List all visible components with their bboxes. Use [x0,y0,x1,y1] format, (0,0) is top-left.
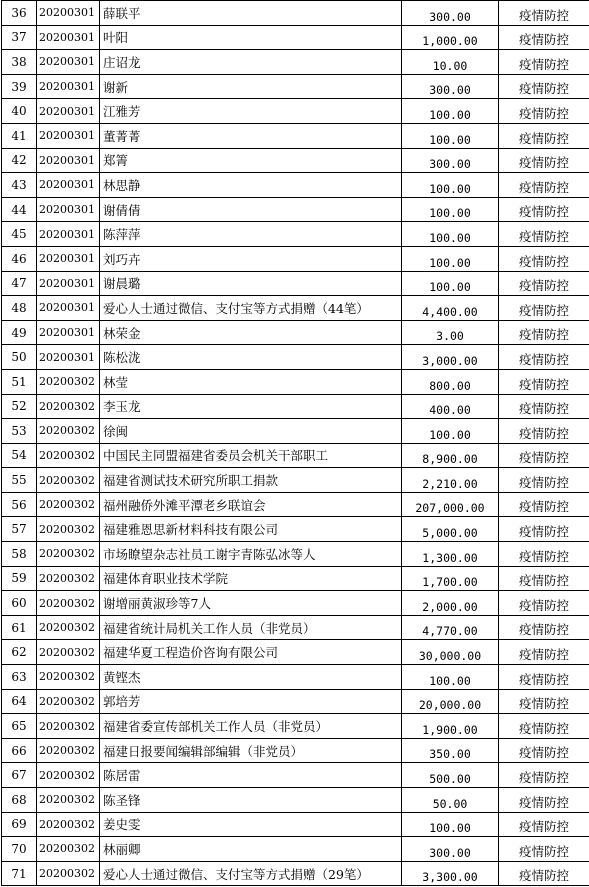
amount-cell: 10.00 [402,50,499,75]
table-row [2,492,589,517]
table-row [2,591,589,616]
purpose-cell: 疫情防控 [499,714,589,739]
donor-cell: 陈萍萍 [100,222,402,247]
row-number-cell: 67 [2,763,37,788]
donor-cell: 叶阳 [100,25,402,50]
donor-cell: 爱心人士通过微信、支付宝等方式捐赠（29笔） [100,861,402,886]
date-cell: 20200302 [37,443,100,468]
table-row [2,1,589,26]
date-cell: 20200302 [37,492,100,517]
donation-table [1,0,589,886]
amount-cell: 800.00 [402,369,499,394]
purpose-cell: 疫情防控 [499,566,589,591]
amount-cell: 1,700.00 [402,566,499,591]
row-number-cell: 38 [2,50,37,75]
date-cell: 20200301 [37,320,100,345]
purpose-cell: 疫情防控 [499,812,589,837]
table-row [2,296,589,321]
amount-cell: 50.00 [402,788,499,813]
date-cell: 20200301 [37,148,100,173]
date-cell: 20200301 [37,74,100,99]
donor-cell: 黄铿杰 [100,665,402,690]
table-row [2,517,589,542]
table-row [2,148,589,173]
donor-cell: 江雅芳 [100,99,402,124]
donor-cell: 郑箐 [100,148,402,173]
amount-cell: 4,770.00 [402,615,499,640]
table-row [2,443,589,468]
purpose-cell: 疫情防控 [499,369,589,394]
row-number-cell: 44 [2,197,37,222]
donor-cell: 姜史雯 [100,812,402,837]
donor-cell: 谢晨璐 [100,271,402,296]
purpose-cell: 疫情防控 [499,517,589,542]
amount-cell: 207,000.00 [402,492,499,517]
amount-cell: 100.00 [402,665,499,690]
date-cell: 20200302 [37,542,100,567]
donor-cell: 市场瞭望杂志社员工谢宇青陈弘冰等人 [100,542,402,567]
amount-cell: 100.00 [402,123,499,148]
table-row [2,99,589,124]
row-number-cell: 70 [2,837,37,862]
donor-cell: 董菁菁 [100,123,402,148]
date-cell: 20200302 [37,788,100,813]
donor-cell: 谢倩倩 [100,197,402,222]
date-cell: 20200302 [37,738,100,763]
date-cell: 20200301 [37,271,100,296]
donor-cell: 郭培芳 [100,689,402,714]
amount-cell: 1,000.00 [402,25,499,50]
purpose-cell: 疫情防控 [499,443,589,468]
row-number-cell: 45 [2,222,37,247]
table-row [2,788,589,813]
purpose-cell: 疫情防控 [499,419,589,444]
table-row [2,665,589,690]
table-row [2,271,589,296]
donor-cell: 谢新 [100,74,402,99]
purpose-cell: 疫情防控 [499,640,589,665]
row-number-cell: 55 [2,468,37,493]
table-row [2,542,589,567]
table-row [2,468,589,493]
table-row [2,419,589,444]
row-number-cell: 43 [2,173,37,198]
amount-cell: 4,400.00 [402,296,499,321]
date-cell: 20200302 [37,615,100,640]
donor-cell: 林荣金 [100,320,402,345]
purpose-cell: 疫情防控 [499,1,589,26]
date-cell: 20200302 [37,837,100,862]
purpose-cell: 疫情防控 [499,25,589,50]
row-number-cell: 68 [2,788,37,813]
row-number-cell: 39 [2,74,37,99]
date-cell: 20200301 [37,25,100,50]
date-cell: 20200302 [37,665,100,690]
row-number-cell: 66 [2,738,37,763]
amount-cell: 1,900.00 [402,714,499,739]
purpose-cell: 疫情防控 [499,271,589,296]
table-row [2,74,589,99]
donor-cell: 徐闽 [100,419,402,444]
donor-cell: 爱心人士通过微信、支付宝等方式捐赠（44笔） [100,296,402,321]
table-row [2,566,589,591]
purpose-cell: 疫情防控 [499,492,589,517]
amount-cell: 2,000.00 [402,591,499,616]
purpose-cell: 疫情防控 [499,99,589,124]
amount-cell: 100.00 [402,173,499,198]
table-row [2,222,589,247]
amount-cell: 300.00 [402,1,499,26]
table-row [2,50,589,75]
date-cell: 20200302 [37,394,100,419]
row-number-cell: 69 [2,812,37,837]
purpose-cell: 疫情防控 [499,394,589,419]
amount-cell: 3,300.00 [402,861,499,886]
amount-cell: 100.00 [402,271,499,296]
table-row [2,861,589,886]
row-number-cell: 59 [2,566,37,591]
donor-cell: 陈松泷 [100,345,402,370]
date-cell: 20200302 [37,861,100,886]
amount-cell: 100.00 [402,419,499,444]
date-cell: 20200301 [37,197,100,222]
donor-cell: 陈圣锋 [100,788,402,813]
date-cell: 20200302 [37,591,100,616]
table-row [2,320,589,345]
amount-cell: 100.00 [402,246,499,271]
purpose-cell: 疫情防控 [499,591,589,616]
purpose-cell: 疫情防控 [499,197,589,222]
table-row [2,173,589,198]
purpose-cell: 疫情防控 [499,123,589,148]
amount-cell: 3,000.00 [402,345,499,370]
purpose-cell: 疫情防控 [499,468,589,493]
donor-cell: 中国民主同盟福建省委员会机关干部职工 [100,443,402,468]
row-number-cell: 46 [2,246,37,271]
date-cell: 20200301 [37,123,100,148]
purpose-cell: 疫情防控 [499,74,589,99]
row-number-cell: 65 [2,714,37,739]
date-cell: 20200302 [37,419,100,444]
donor-cell: 谢增丽黄淑珍等7人 [100,591,402,616]
donor-cell: 福州融侨外滩平潭老乡联谊会 [100,492,402,517]
table-row [2,25,589,50]
amount-cell: 100.00 [402,222,499,247]
table-row [2,837,589,862]
purpose-cell: 疫情防控 [499,50,589,75]
donor-cell: 林丽卿 [100,837,402,862]
amount-cell: 3.00 [402,320,499,345]
table-row [2,689,589,714]
date-cell: 20200301 [37,296,100,321]
row-number-cell: 62 [2,640,37,665]
date-cell: 20200301 [37,99,100,124]
amount-cell: 300.00 [402,74,499,99]
amount-cell: 350.00 [402,738,499,763]
date-cell: 20200301 [37,222,100,247]
table-row [2,812,589,837]
row-number-cell: 37 [2,25,37,50]
purpose-cell: 疫情防控 [499,320,589,345]
table-row [2,345,589,370]
row-number-cell: 48 [2,296,37,321]
donor-cell: 刘巧卉 [100,246,402,271]
donor-cell: 福建日报要闻编辑部编辑（非党员） [100,738,402,763]
purpose-cell: 疫情防控 [499,861,589,886]
donor-cell: 福建省委宣传部机关工作人员（非党员） [100,714,402,739]
amount-cell: 1,300.00 [402,542,499,567]
amount-cell: 30,000.00 [402,640,499,665]
amount-cell: 20,000.00 [402,689,499,714]
donor-cell: 福建省统计局机关工作人员（非党员） [100,615,402,640]
purpose-cell: 疫情防控 [499,763,589,788]
table-row [2,615,589,640]
date-cell: 20200302 [37,517,100,542]
row-number-cell: 47 [2,271,37,296]
amount-cell: 100.00 [402,99,499,124]
purpose-cell: 疫情防控 [499,837,589,862]
table-row [2,197,589,222]
amount-cell: 500.00 [402,763,499,788]
purpose-cell: 疫情防控 [499,222,589,247]
date-cell: 20200301 [37,1,100,26]
row-number-cell: 58 [2,542,37,567]
donor-cell: 福建华夏工程造价咨询有限公司 [100,640,402,665]
date-cell: 20200302 [37,369,100,394]
purpose-cell: 疫情防控 [499,788,589,813]
date-cell: 20200302 [37,689,100,714]
date-cell: 20200302 [37,468,100,493]
row-number-cell: 57 [2,517,37,542]
row-number-cell: 60 [2,591,37,616]
date-cell: 20200302 [37,566,100,591]
row-number-cell: 41 [2,123,37,148]
donor-cell: 薛联平 [100,1,402,26]
date-cell: 20200302 [37,714,100,739]
row-number-cell: 42 [2,148,37,173]
purpose-cell: 疫情防控 [499,173,589,198]
donor-cell: 林思静 [100,173,402,198]
date-cell: 20200302 [37,763,100,788]
donor-cell: 林莹 [100,369,402,394]
purpose-cell: 疫情防控 [499,345,589,370]
amount-cell: 8,900.00 [402,443,499,468]
amount-cell: 5,000.00 [402,517,499,542]
row-number-cell: 52 [2,394,37,419]
row-number-cell: 36 [2,1,37,26]
row-number-cell: 40 [2,99,37,124]
amount-cell: 400.00 [402,394,499,419]
amount-cell: 100.00 [402,812,499,837]
purpose-cell: 疫情防控 [499,689,589,714]
purpose-cell: 疫情防控 [499,542,589,567]
donor-cell: 庄诏龙 [100,50,402,75]
row-number-cell: 50 [2,345,37,370]
donor-cell: 李玉龙 [100,394,402,419]
row-number-cell: 63 [2,665,37,690]
date-cell: 20200302 [37,812,100,837]
table-row [2,738,589,763]
donor-cell: 福建省测试技术研究所职工捐款 [100,468,402,493]
row-number-cell: 51 [2,369,37,394]
row-number-cell: 56 [2,492,37,517]
row-number-cell: 53 [2,419,37,444]
donor-cell: 福建体育职业技术学院 [100,566,402,591]
date-cell: 20200301 [37,246,100,271]
donation-table-body [2,1,589,886]
date-cell: 20200301 [37,50,100,75]
amount-cell: 100.00 [402,197,499,222]
purpose-cell: 疫情防控 [499,148,589,173]
table-row [2,714,589,739]
purpose-cell: 疫情防控 [499,738,589,763]
purpose-cell: 疫情防控 [499,296,589,321]
date-cell: 20200302 [37,640,100,665]
row-number-cell: 64 [2,689,37,714]
date-cell: 20200301 [37,173,100,198]
table-row [2,763,589,788]
table-row [2,369,589,394]
donor-cell: 福建雅恩思新材料科技有限公司 [100,517,402,542]
table-row [2,246,589,271]
purpose-cell: 疫情防控 [499,615,589,640]
donor-cell: 陈居雷 [100,763,402,788]
table-row [2,123,589,148]
purpose-cell: 疫情防控 [499,665,589,690]
row-number-cell: 61 [2,615,37,640]
date-cell: 20200301 [37,345,100,370]
row-number-cell: 71 [2,861,37,886]
row-number-cell: 49 [2,320,37,345]
amount-cell: 300.00 [402,148,499,173]
row-number-cell: 54 [2,443,37,468]
amount-cell: 2,210.00 [402,468,499,493]
purpose-cell: 疫情防控 [499,246,589,271]
table-row [2,640,589,665]
amount-cell: 300.00 [402,837,499,862]
table-row [2,394,589,419]
